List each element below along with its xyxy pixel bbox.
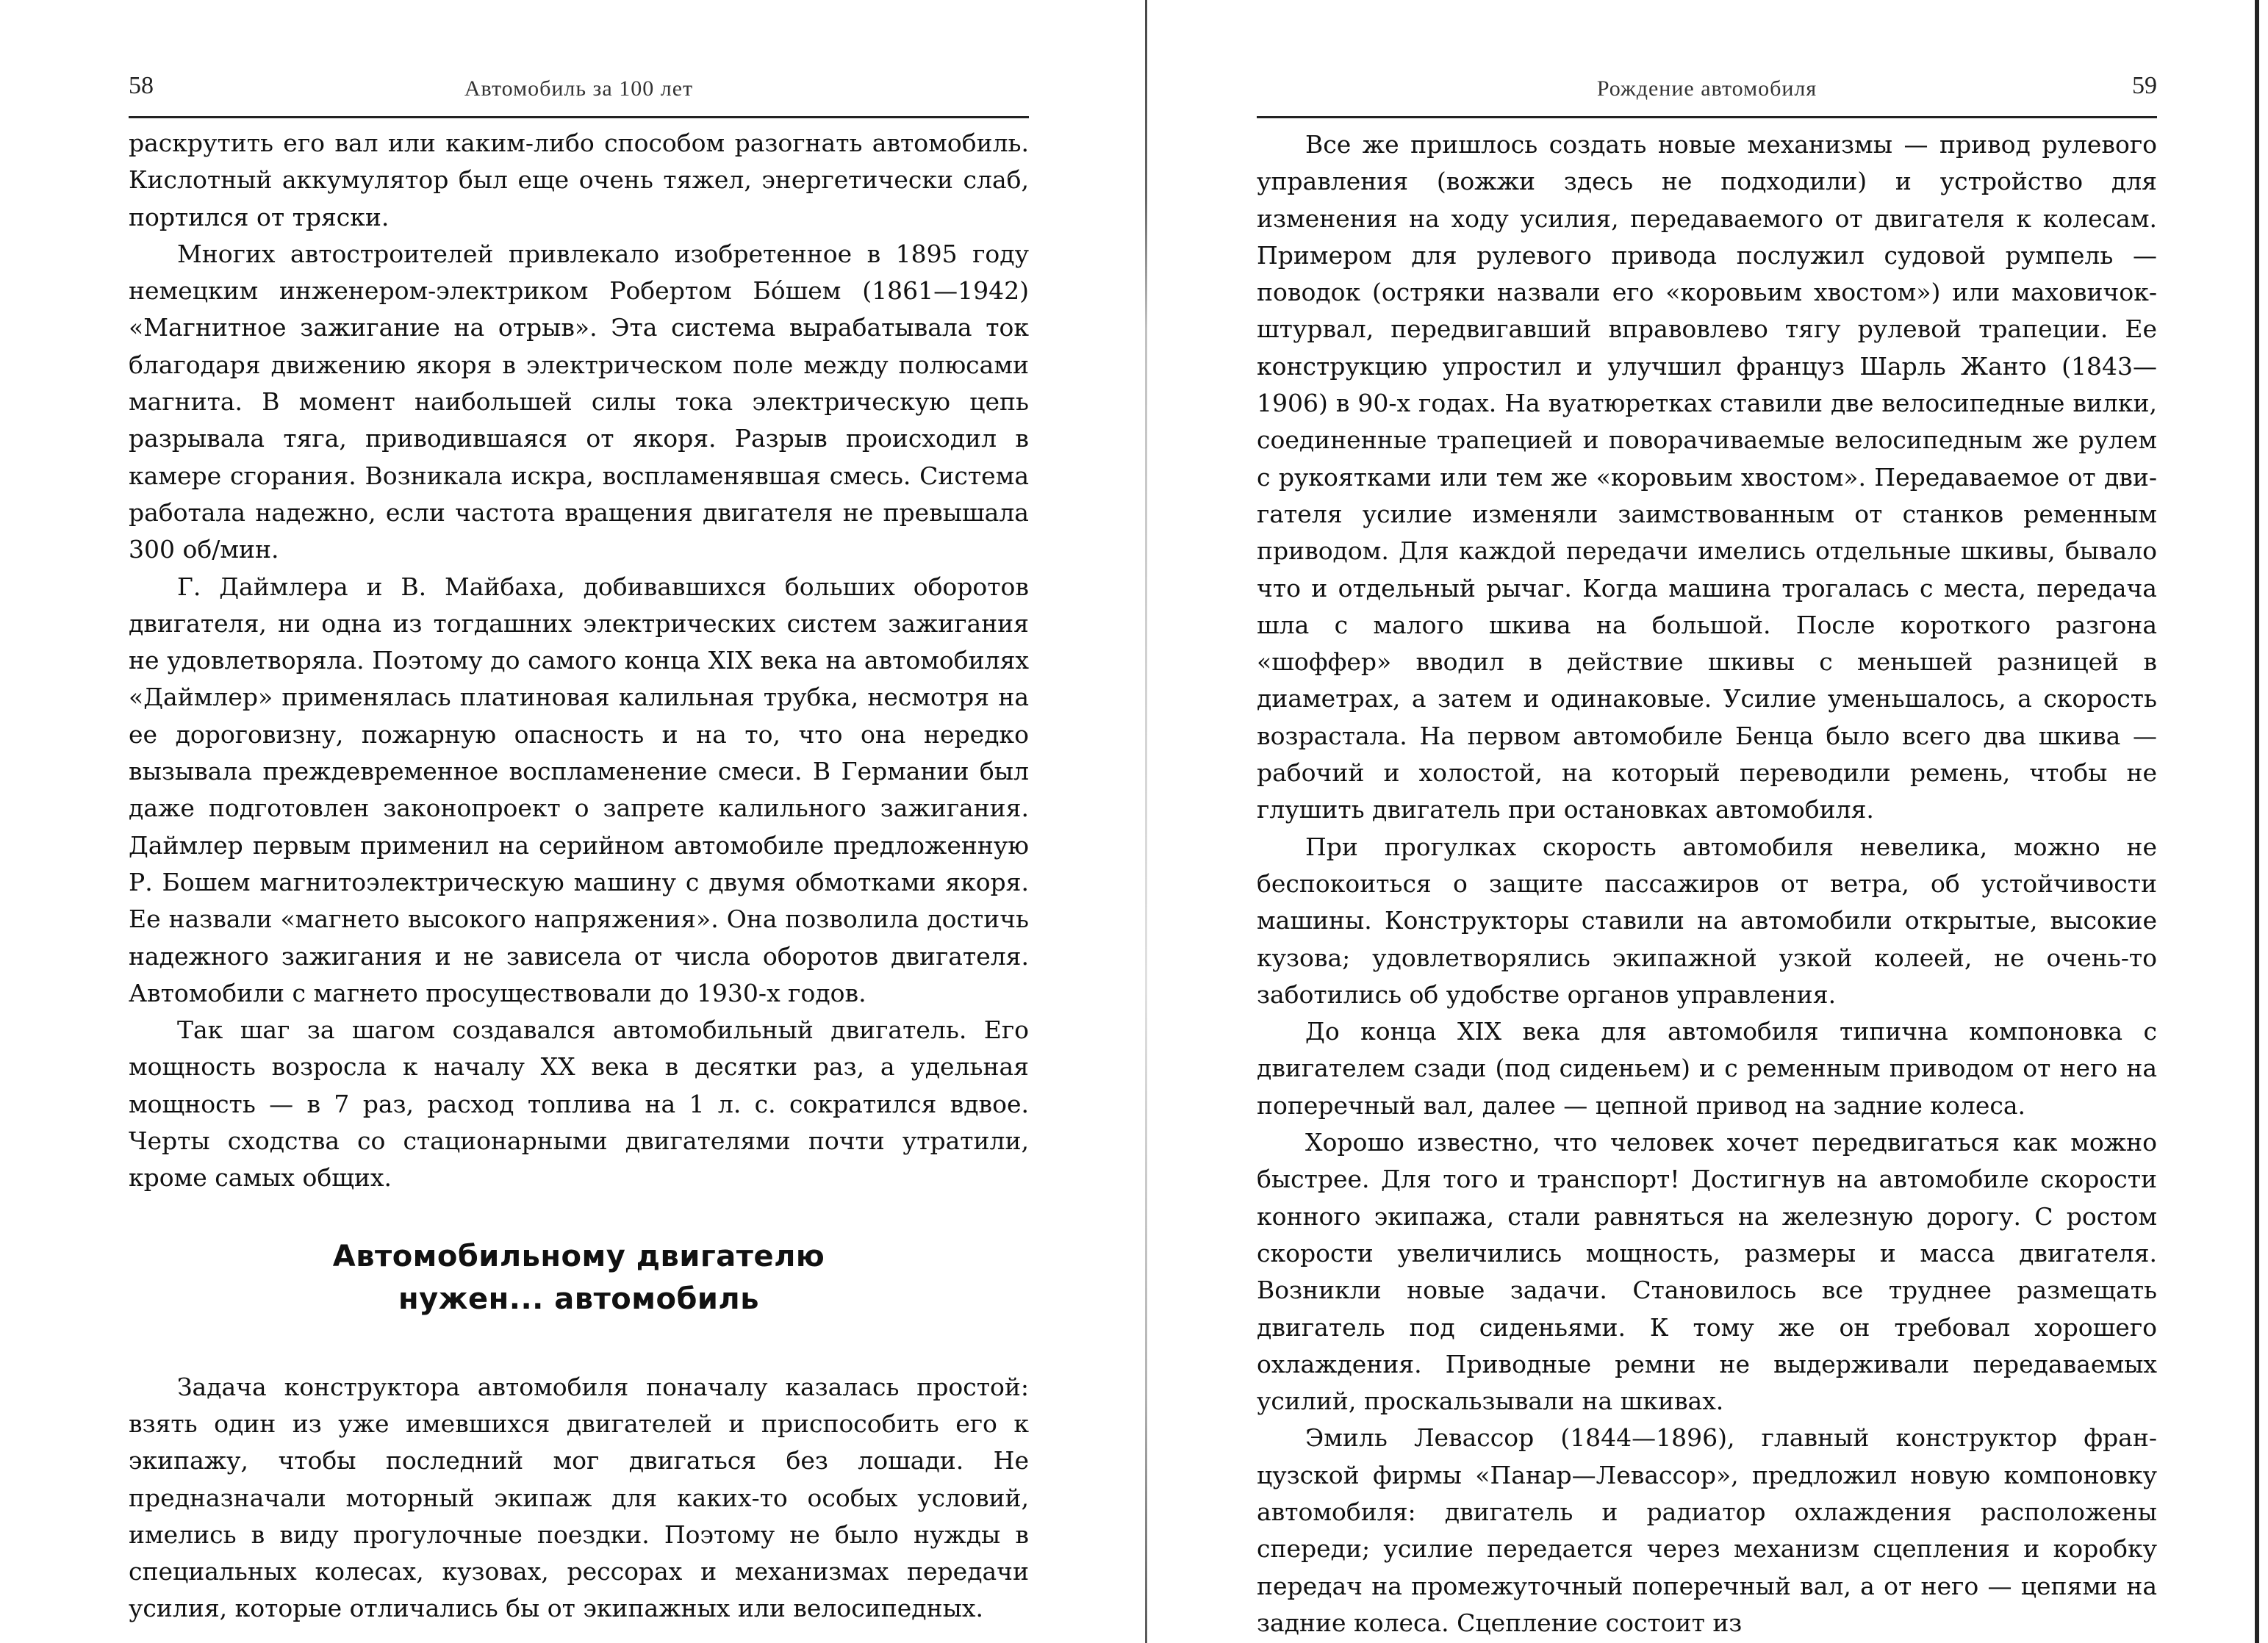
paragraph: Задача конструктора автомобиля поначалу казалась простой: взять один из уже имевшихся двигателей и приспособить его к экипажу, чтобы последний мог двигаться без лошади. Не предназначали моторный экипаж для каких-то особых условий, имелись в виду прогулочные поездки. Поэтому не было нужды в специальных колесах, кузовах, рессорах и механизмах передачи усилия, которые отличались бы от экипажных или велосипедных.: [129, 1372, 1029, 1623]
scan-edge: [2255, 0, 2259, 1643]
left-page-body: [129, 125, 1029, 1628]
paragraph: Многих автостроителей привлекало изобретенное в 1895 году немецким инженером-электриком Робертом Бо́шем (1861—1942) «Магнитное зажигание на отрыв». Эта система вырабатывала ток благодаря движению якоря в электрическом поле между полюсами магнита. В момент наибольшей силы тока электрическую цепь разрывала тяга, приводившаяся от якоря. Разрыв происходил в камере сгорания. Возникала искра, воспламенявшая смесь. Система работала надежно, если частота вращения двигателя не превышала 300 об/мин.: [129, 239, 1029, 564]
page-number-left: 58: [129, 72, 154, 99]
paragraph: Г. Даймлера и В. Майбаха, добивавшихся больших оборотов двигателя, ни одна из тогдашних электрических систем зажигания не удовлетворяла. Поэтому до самого конца XIX века на автомобилях «Даймлер» применялась платиновая калильная трубка, несмотря на ее дороговизну, пожарную опасность и на то, что она нередко вызывала преждевременное воспламенение смеси. В Германии был даже подготовлен законопроект о запрете калильного зажигания. Даймлер первым применил на серийном автомобиле предложенную Р. Бошем магнитоэлектрическую машину с двумя обмотками якоря. Ее назвали «магнето высокого напряжения». Она позволила достичь надежного зажигания и не зависела от числа оборотов двигателя. Автомобили с магнето просуществовали до 1930-х годов.: [129, 572, 1029, 1007]
page-number-right: 59: [2132, 72, 2157, 99]
left-page-header: [129, 72, 1029, 118]
paragraph: Так шаг за шагом создавался автомобильный двигатель. Его мощность возросла к началу XX века в десятки раз, а удельная мощность — в 7 раз, расход топлива на 1 л. с. сократился вдвое. Черты сходства со стационарными двигателями почти утратили, кроме самых общих.: [129, 1015, 1029, 1193]
running-title-right: Рождение автомобиля: [1596, 76, 1817, 101]
paragraph: Хорошо известно, что человек хочет передвигаться как можно быстрее. Для того и транспорт! Достигнув на автомобиле скорости конного экипажа, стали равняться на железную дорогу. С ростом скорости увеличились мощность, размеры и масса двигателя. Возникли новые задачи. Становилось все труднее размещать двигатель под сиденьями. К тому же он требовал хорошего охлаждения. Приводные ремни не выдерживали передаваемых усилий, проскальзывали на шкивах.: [1257, 1128, 2157, 1416]
section-heading-line-1: Автомобильному двигателю: [332, 1239, 825, 1273]
paragraph: До конца XIX века для автомобиля типична компоновка с двигателем сзади (под сиденьем) и с ременным приводом от него на поперечный вал, далее — цепной привод на задние колеса.: [1257, 1017, 2157, 1120]
right-page: [1146, 0, 2268, 1643]
paragraph: Эмиль Левассор (1844—1896), главный конструктор французской фирмы «Панар—Левассор», предложил новую компоновку автомобиля: двигатель и радиатор охлаждения расположены спереди; усилие передается через механизм сцепления и коробку передач на промежуточный поперечный вал, а от него — цепями на задние колеса. Сцепление состоит из: [1257, 1423, 2157, 1637]
section-heading: [129, 1235, 1029, 1320]
paragraph: При прогулках скорость автомобиля невелика, можно не беспокоиться о защите пассажиров от ветра, об устойчивости машины. Конструкторы ставили на автомобили открытые, высокие кузова; удовлетворялись экипажной узкой колеей, не очень-то заботились об удобстве органов управления.: [1257, 832, 2157, 1009]
paragraph: раскрутить его вал или каким-либо способом разогнать автомобиль. Кислотный аккумулятор был еще очень тяжел, энергетически слаб, портился от тряски.: [129, 129, 1029, 231]
running-title-left: Автомобиль за 100 лет: [464, 76, 694, 101]
right-page-body: [1257, 126, 2157, 1642]
section-heading-line-2: нужен... автомобиль: [398, 1281, 759, 1316]
paragraph: Все же пришлось создать новые механизмы — привод рулевого управления (вожжи здесь не подходили) и устройство для изменения на ходу усилия, передаваемого от двигателя к колесам. Примером для рулевого привода послужил судовой румпель — поводок (остряки назвали его «коровьим хвостом») или маховичок-штурвал, передвигавший вправовлево тягу рулевой трапеции. Ее конструкцию упростил и улучшил француз Шарль Жанто (1843—1906) в 90-х годах. На вуатюретках ставили две велосипедные вилки, соединенные трапецией и поворачиваемые велосипедным же рулем с рукоятками или тем же «коровьим хвостом». Передаваемое от двигателя усилие изменяли заимствованным от станков ременным приводом. Для каждой передачи имелись отдельные шкивы, бывало что и отдельный рычаг. Когда машина трогалась с места, передача шла с малого шкива на большой. После короткого разгона «шоффер» вводил в действие шкивы с меньшей разницей в диаметрах, а затем и одинаковые. Усилие уменьшалось, а скорость возрастала. На первом автомобиле Бенца было всего два шкива — рабочий и холостой, на который переводили ремень, чтобы не глушить двигатель при остановках автомобиля.: [1257, 130, 2157, 824]
right-page-header: [1257, 72, 2157, 118]
